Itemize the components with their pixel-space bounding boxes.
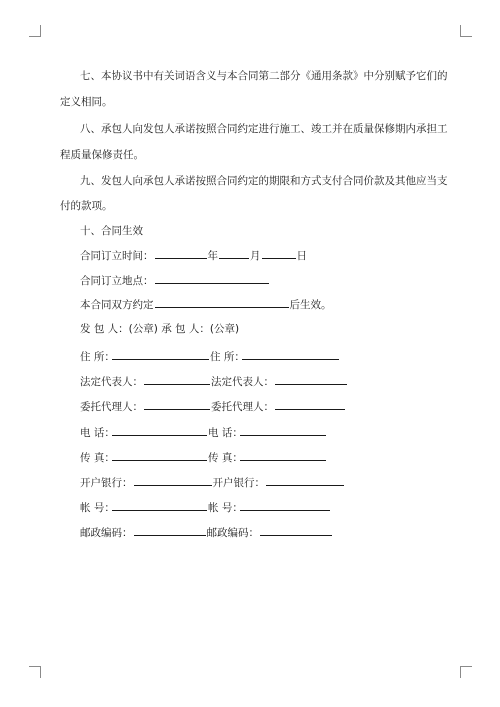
sign-day-blank[interactable]	[262, 248, 296, 259]
bank-blank-employer[interactable]	[134, 475, 212, 486]
sign-time-label: 合同订立时间：	[80, 250, 154, 262]
effect-condition-blank[interactable]	[155, 297, 289, 308]
agent-label-employer: 委托代理人：	[80, 401, 143, 413]
year-label: 年	[207, 250, 218, 262]
phone-blank-employer[interactable]	[112, 425, 207, 436]
address-label-employer: 住 所：	[80, 351, 115, 363]
sign-place-row	[80, 273, 270, 288]
legal-rep-blank-employer[interactable]	[144, 374, 210, 385]
postcode-label-employer: 邮政编码：	[80, 527, 133, 539]
agent-row	[80, 399, 346, 414]
sign-month-blank[interactable]	[219, 248, 249, 259]
crop-mark-bottom-right	[460, 666, 472, 678]
effect-condition-row	[80, 297, 332, 312]
address-blank-employer[interactable]	[112, 349, 209, 360]
crop-mark-bottom-left	[29, 666, 41, 678]
month-label: 月	[250, 250, 261, 262]
fax-label-employer: 传 真：	[80, 452, 115, 464]
bank-blank-contractor[interactable]	[266, 475, 344, 486]
sign-place-label: 合同订立地点：	[80, 275, 154, 287]
postcode-blank-employer[interactable]	[134, 525, 206, 536]
account-blank-employer[interactable]	[112, 500, 207, 511]
sign-place-blank[interactable]	[155, 273, 269, 284]
postcode-label-contractor: 邮政编码：	[206, 527, 259, 539]
agent-blank-employer[interactable]	[144, 399, 210, 410]
bank-label-employer: 开户银行：	[80, 477, 133, 489]
day-label: 日	[296, 250, 307, 262]
address-row	[80, 349, 340, 364]
fax-row	[80, 450, 327, 465]
account-blank-contractor[interactable]	[240, 500, 330, 511]
legal-rep-blank-contractor[interactable]	[275, 374, 347, 385]
bank-label-contractor: 开户银行：	[212, 477, 265, 489]
phone-label-contractor: 电 话：	[208, 427, 243, 439]
account-label-contractor: 帐 号：	[208, 502, 243, 514]
clause-8-line-1: 八、承包人向发包人承诺按照合同约定进行施工、竣工并在质量保修期内承担工	[80, 123, 448, 135]
fax-label-contractor: 传 真：	[208, 452, 243, 464]
address-label-contractor: 住 所：	[210, 351, 245, 363]
parties-row: 发 包 人：(公章) 承 包 人：(公章)	[80, 323, 240, 335]
fax-blank-employer[interactable]	[112, 450, 207, 461]
phone-label-employer: 电 话：	[80, 427, 115, 439]
sign-year-blank[interactable]	[155, 248, 207, 259]
agent-label-contractor: 委托代理人：	[211, 401, 274, 413]
legal-rep-row	[80, 374, 348, 389]
crop-mark-top-left	[29, 25, 41, 37]
postcode-row	[80, 525, 333, 540]
fax-blank-contractor[interactable]	[240, 450, 326, 461]
effect-condition-suffix: 后生效。	[289, 299, 332, 311]
legal-rep-label-employer: 法定代表人：	[80, 376, 143, 388]
phone-row	[80, 425, 327, 440]
account-row	[80, 500, 331, 515]
clause-7-line-2: 定义相同。	[60, 96, 113, 108]
clause-9-line-2: 付的款项。	[60, 200, 113, 212]
clause-9-line-1: 九、发包人向承包人承诺按照合同约定的期限和方式支付合同价款及其他应当支	[80, 175, 448, 187]
address-blank-contractor[interactable]	[242, 349, 339, 360]
bank-row	[80, 475, 345, 490]
phone-blank-contractor[interactable]	[240, 425, 326, 436]
crop-mark-top-right	[460, 25, 472, 37]
clause-7-line-1: 七、本协议书中有关词语含义与本合同第二部分《通用条款》中分别赋予它们的	[80, 70, 448, 82]
sign-time-row	[80, 248, 307, 263]
legal-rep-label-contractor: 法定代表人：	[211, 376, 274, 388]
clause-8-line-2: 程质量保修责任。	[60, 149, 144, 161]
clause-10-title: 十、合同生效	[80, 225, 143, 237]
account-label-employer: 帐 号：	[80, 502, 115, 514]
effect-condition-prefix: 本合同双方约定	[80, 299, 154, 311]
agent-blank-contractor[interactable]	[275, 399, 345, 410]
postcode-blank-contractor[interactable]	[260, 525, 332, 536]
